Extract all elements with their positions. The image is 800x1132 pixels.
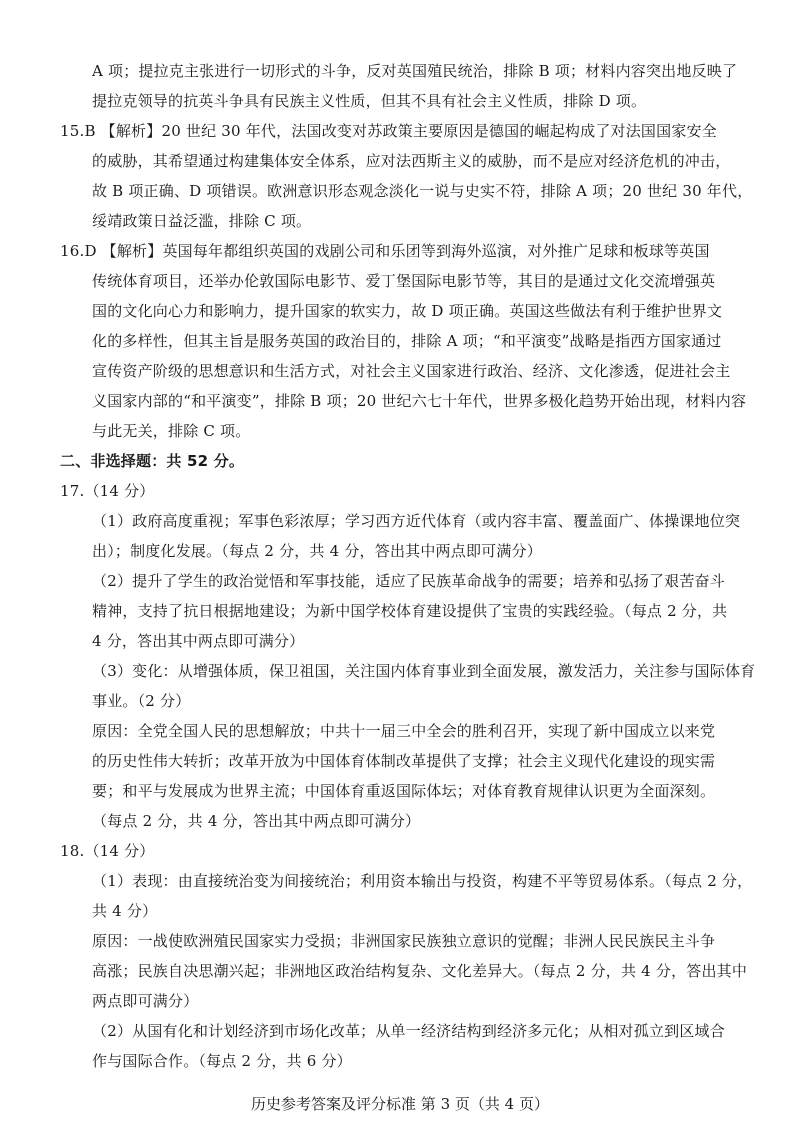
text-line-13: 与此无关，排除 C 项。	[92, 422, 251, 440]
text-line-5: 故 B 项正确、D 项错误。欧洲意识形态观念淡化一说与史实不符，排除 A 项；20 世纪 30 年代，	[92, 182, 753, 200]
text-line-18: （2）提升了学生的政治觉悟和军事技能，适应了民族革命战争的需要；培养和弘扬了艰苦奋斗	[92, 572, 725, 590]
q15-answer: 15.B 【解析】20 世纪 30 年代，法国改变对苏政策主要原因是德国的崛起构成了对法国国家安全	[60, 122, 717, 140]
text-line-23: 原因：全党全国人民的思想解放；中共十一届三中全会的胜利召开，实现了新中国成立以来党	[92, 722, 716, 740]
page-footer: 历史参考答案及评分标准 第 3 页（共 4 页）	[251, 1095, 549, 1113]
text-line-10: 化的多样性，但其主旨是服务英国的政治目的，排除 A 项；“和平演变”战略是指西方国家通过	[92, 332, 722, 350]
text-line-19: 精神，支持了抗日根据地建设；为新中国学校体育建设提供了宝贵的实践经验。（每点 2 分，共	[92, 602, 728, 620]
text-line-12: 义国家内部的“和平演变”，排除 B 项；20 世纪六七十年代，世界多极化趋势开始出现，材料内容	[92, 392, 747, 410]
text-line-30: 原因：一战使欧洲殖民国家实力受损；非洲国家民族独立意识的觉醒；非洲人民民族民主斗争	[92, 932, 716, 950]
text-line-20: 4 分，答出其中两点即可满分）	[92, 632, 305, 650]
text-line-2: 提拉克领导的抗英斗争具有民族主义性质，但其不具有社会主义性质，排除 D 项。	[92, 92, 647, 110]
text-line-31: 高涨；民族自决思潮兴起；非洲地区政治结构复杂、文化差异大。（每点 2 分，共 4 分，答出其中	[92, 962, 748, 980]
text-line-29: 共 4 分）	[92, 902, 158, 920]
text-line-24: 的历史性伟大转折；改革开放为中国体育体制改革提供了支撑；社会主义现代化建设的现实需	[92, 752, 716, 770]
text-line-11: 宣传资产阶级的思想意识和生活方式，对社会主义国家进行政治、经济、文化渗透，促进社会主	[92, 362, 731, 380]
text-line-21: （3）变化：从增强体质，保卫祖国，关注国内体育事业到全面发展，激发活力，关注参与国际体育	[92, 662, 756, 680]
q18-heading: 18.（14 分）	[60, 842, 155, 860]
text-line-34: 作与国际合作。（每点 2 分，共 6 分）	[92, 1052, 352, 1070]
q16-answer: 16.D 【解析】英国每年都组织英国的戏剧公司和乐团等到海外巡演，对外推广足球和板球等英国	[60, 242, 710, 260]
section-heading: 二、非选择题：共 52 分。	[60, 452, 245, 470]
text-line-28: （1）表现：由直接统治变为间接统治；利用资本输出与投资，构建不平等贸易体系。（每点 2 分，	[92, 872, 753, 890]
text-line-26: （每点 2 分，共 4 分，答出其中两点即可满分）	[92, 812, 421, 830]
text-line-32: 两点即可满分）	[92, 992, 199, 1010]
q17-heading: 17.（14 分）	[60, 482, 155, 500]
text-line-25: 要；和平与发展成为世界主流；中国体育重返国际体坛；对体育教育规律认识更为全面深刻。	[92, 782, 716, 800]
text-line-4: 的威胁，其希望通过构建集体安全体系，应对法西斯主义的威胁，而不是应对经济危机的冲击，	[92, 152, 731, 170]
text-line-16: （1）政府高度重视；军事色彩浓厚；学习西方近代体育（或内容丰富、覆盖面广、体操课地位突	[92, 512, 741, 530]
text-line-33: （2）从国有化和计划经济到市场化改革；从单一经济结构到经济多元化；从相对孤立到区域合	[92, 1022, 725, 1040]
text-line-22: 事业。（2 分）	[92, 692, 191, 710]
text-line-17: 出）；制度化发展。（每点 2 分，共 4 分，答出其中两点即可满分）	[92, 542, 542, 560]
text-line-8: 传统体育项目，还举办伦敦国际电影节、爱丁堡国际电影节等，其目的是通过文化交流增强英	[92, 272, 716, 290]
text-line-1: A 项；提拉克主张进行一切形式的斗争，反对英国殖民统治，排除 B 项；材料内容突出地反映了	[92, 62, 738, 80]
text-line-9: 国的文化向心力和影响力，提升国家的软实力，故 D 项正确。英国这些做法有利于维护世界文	[92, 302, 723, 320]
text-line-6: 绥靖政策日益泛滥，排除 C 项。	[92, 212, 312, 230]
